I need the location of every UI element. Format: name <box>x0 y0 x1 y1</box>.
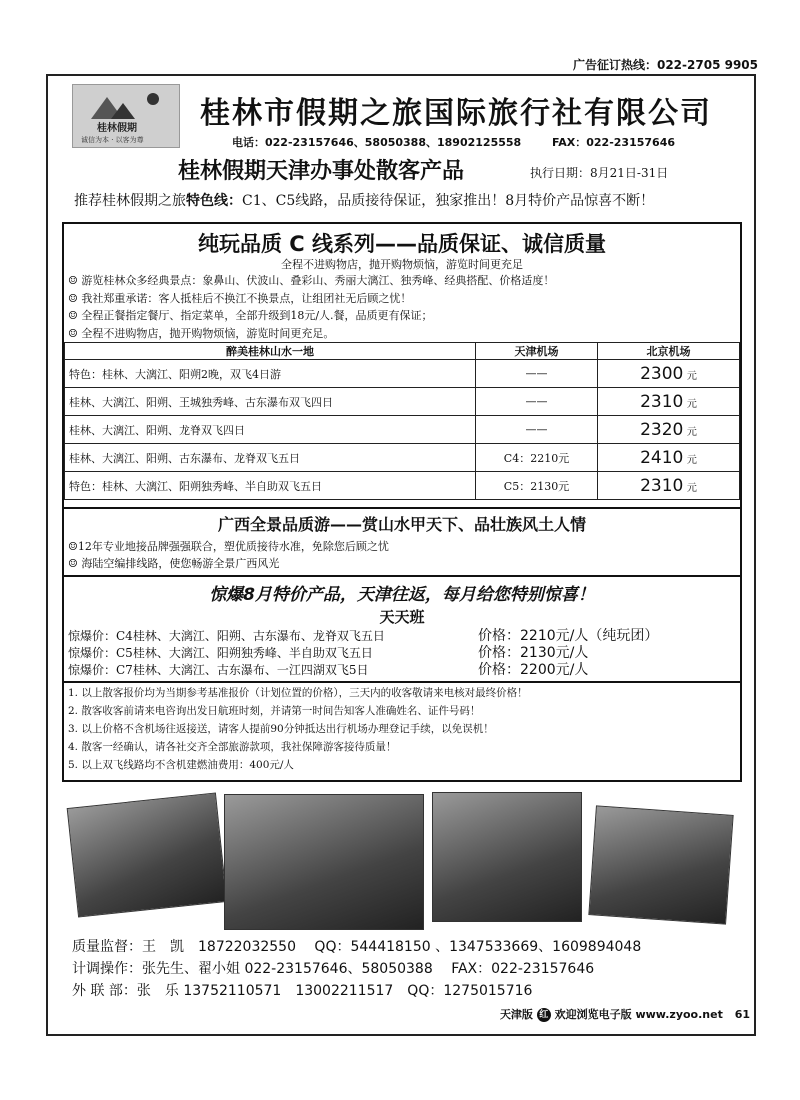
exec-date: 执行日期：8月21日-31日 <box>530 166 669 180</box>
notes-list <box>68 684 738 774</box>
price-unit: 元 <box>686 398 697 410</box>
route-price-table <box>64 342 740 500</box>
special-offers <box>68 628 738 679</box>
page-footer <box>500 1006 750 1022</box>
liaison-contact: 外 联 部：张 乐 13752110571 13002211517 QQ：1275015716 <box>72 983 533 999</box>
ad-hotline: 广告征订热线：022-2705 9905 <box>572 58 758 72</box>
tianjin-cell: C4：2210元 <box>476 444 598 472</box>
price-unit: 元 <box>686 370 697 382</box>
bullet-item: ☺ 全程正餐指定餐厅、指定菜单，全部升级到18元/人.餐，品质更有保证； <box>68 309 433 322</box>
hong-badge-icon: 红 <box>537 1008 551 1022</box>
recommend-line <box>74 190 654 210</box>
route-cell: 桂林、大漓江、阳朔、王城独秀峰、古东瀑布双飞四日 <box>65 388 476 416</box>
price-value: 2320 <box>640 419 684 440</box>
table-row <box>65 360 740 388</box>
route-cell: 桂林、大漓江、阳朔、龙脊双飞四日 <box>65 416 476 444</box>
edition-label: 天津版 <box>499 1008 533 1021</box>
photo-waterfall <box>432 792 582 922</box>
price-unit: 元 <box>686 454 697 466</box>
price-value: 2300 <box>640 363 684 384</box>
section2-title: 广西全景品质游——赏山水甲天下、品壮族风土人情 <box>217 515 586 534</box>
recommend-bold: 特色线： <box>186 193 242 209</box>
tianjin-cell: —— <box>476 388 598 416</box>
note-item: 5. 以上双飞线路均不含机建燃油费用：400元/人 <box>68 759 294 771</box>
section2-line: ☺ 海陆空编排线路，使您畅游全景广西风光 <box>68 557 280 570</box>
beijing-cell <box>598 388 740 416</box>
recommend-prefix: 推荐桂林假期之旅 <box>74 193 186 209</box>
contact-fax: FAX：022-23157646 <box>552 136 676 149</box>
note-item: 4. 散客一经确认，请各社交齐全部旅游款项，我社保障游客接待质量！ <box>68 741 397 753</box>
product-box <box>62 222 742 782</box>
divider <box>64 681 740 683</box>
section3-title: 惊爆8月特价产品，天津往返，每月给您特别惊喜！ <box>209 585 595 605</box>
section3-sub: 天天班 <box>379 608 425 626</box>
table-row <box>65 472 740 500</box>
header-beijing: 北京机场 <box>598 343 740 360</box>
section2-line: ☺12年专业地接品牌强强联合，塑优质接待水准，免除您后顾之忧 <box>68 540 389 553</box>
route-cell: 特色：桂林、大漓江、阳朔2晚，双飞4日游 <box>65 360 476 388</box>
company-logo <box>72 84 180 148</box>
header-tianjin: 天津机场 <box>476 343 598 360</box>
section1-title: 纯玩品质 C 线系列——品质保证、诚信质量 <box>197 232 607 256</box>
contact-line <box>232 134 676 150</box>
table-row <box>65 388 740 416</box>
quality-supervision: 质量监督：王 凯 18722032550 QQ：544418150 、1347533669、1609894048 <box>72 939 642 955</box>
page-number: 61 <box>734 1008 750 1021</box>
photo-bride <box>67 792 228 917</box>
list-item <box>68 628 738 645</box>
recommend-rest: C1、C5线路，品质接待保证，独家推出！8月特价产品惊喜不断！ <box>242 193 655 209</box>
logo-text: 桂林假期 <box>97 123 137 134</box>
header-route: 醉美桂林山水一地 <box>65 343 476 360</box>
photo-river-peaks <box>588 805 733 924</box>
photo-strip <box>62 790 742 930</box>
price-unit: 元 <box>686 482 697 494</box>
divider <box>64 575 740 577</box>
tianjin-cell: C5：2130元 <box>476 472 598 500</box>
list-item <box>68 662 738 679</box>
mountain-icon <box>111 103 135 119</box>
note-item: 1. 以上散客报价均为当期参考基准报价（计划位置的价格），三天内的收客敬请来电核对最终价格！ <box>68 687 528 699</box>
note-item: 2. 散客收客前请来电咨询出发日航班时刻，并请第一时间告知客人准确姓名、证件号码！ <box>68 705 481 717</box>
sun-icon <box>147 93 159 105</box>
beijing-cell <box>598 472 740 500</box>
offer-price: 价格：2210元/人（纯玩团） <box>478 628 659 644</box>
tianjin-cell: —— <box>476 416 598 444</box>
tianjin-cell: —— <box>476 360 598 388</box>
route-cell: 特色：桂林、大漓江、阳朔独秀峰、半自助双飞五日 <box>65 472 476 500</box>
operations-contact: 计调操作：张先生、翟小姐 022-23157646、58050388 FAX：022-23157646 <box>72 961 595 977</box>
beijing-cell <box>598 444 740 472</box>
table-row <box>65 444 740 472</box>
section2-lines <box>68 538 389 572</box>
offer-price: 价格：2200元/人 <box>478 662 589 678</box>
offer-text: 惊爆价：C5桂林、大漓江、阳朔独秀峰、半自助双飞五日 <box>68 646 373 660</box>
contact-phone: 电话：022-23157646、58050388、18902125558 <box>232 136 522 149</box>
table-row <box>65 416 740 444</box>
note-item: 3. 以上价格不含机场往返接送，请客人提前90分钟抵达出行机场办理登记手续，以免误机！ <box>68 723 494 735</box>
offer-text: 惊爆价：C7桂林、大漓江、古东瀑布、一江四湖双飞5日 <box>68 663 369 677</box>
price-unit: 元 <box>686 426 697 438</box>
offer-price: 价格：2130元/人 <box>478 645 589 661</box>
list-item <box>68 645 738 662</box>
section1-sub: 全程不进购物店，抛开购物烦恼，游览时间更充足 <box>281 258 523 271</box>
bullet-item: ☺ 游览桂林众多经典景点：象鼻山、伏波山、叠彩山、秀丽大漓江、独秀峰、经典搭配、价格适度！ <box>68 274 555 287</box>
website-link[interactable]: 欢迎浏览电子版 www.zyoo.net <box>554 1008 723 1021</box>
bullet-item: ☺ 我社郑重承诺：客人抵桂后不换江不换景点，让组团社无后顾之忧！ <box>68 291 412 305</box>
price-value: 2310 <box>640 391 684 412</box>
beijing-cell <box>598 360 740 388</box>
logo-slogan: 诚信为本 · 以客为尊 <box>81 136 144 144</box>
beijing-cell <box>598 416 740 444</box>
product-title: 桂林假期天津办事处散客产品 <box>178 158 465 184</box>
company-name: 桂林市假期之旅国际旅行社有限公司 <box>200 96 712 131</box>
divider <box>64 507 740 509</box>
price-value: 2410 <box>640 447 684 468</box>
photo-water-splash <box>224 794 424 930</box>
price-value: 2310 <box>640 475 684 496</box>
offer-text: 惊爆价：C4桂林、大漓江、阳朔、古东瀑布、龙脊双飞五日 <box>68 629 385 643</box>
section1-bullets <box>68 272 554 342</box>
table-header-row <box>65 343 740 360</box>
bullet-item: ☺ 全程不进购物店，抛开购物烦恼，游览时间更充足。 <box>68 326 335 340</box>
route-cell: 桂林、大漓江、阳朔、古东瀑布、龙脊双飞五日 <box>65 444 476 472</box>
